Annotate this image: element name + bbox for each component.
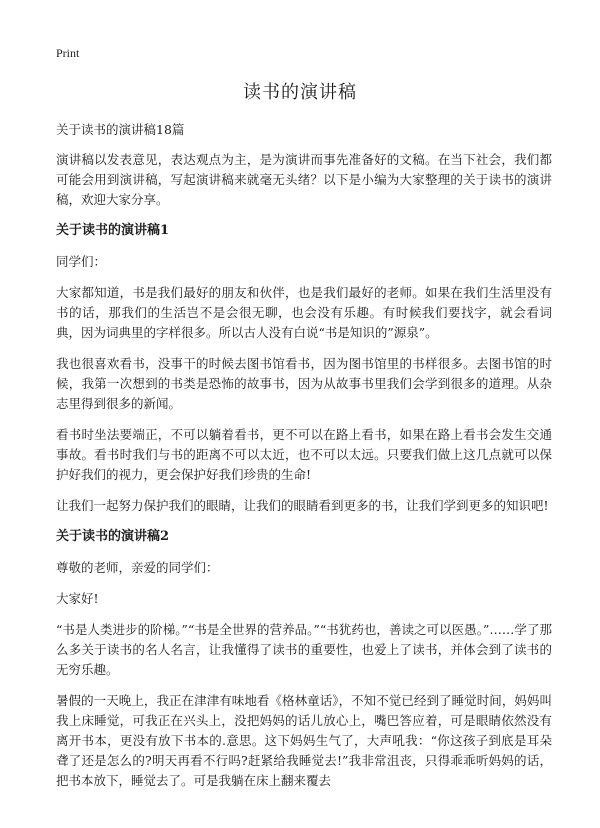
section-paragraph: 暑假的一天晚上，我正在津津有味地看《格林童话》，不知不觉已经到了睡觉时间，妈妈叫我上床睡觉，可我正在兴头上，没把妈妈的话儿放心上，嘴巴答应着，可是眼睛依然没有离开书本，更没有放下书本的.意思。这下妈妈生气了，大声吼我：“你这孩子到底是耳朵聋了还是怎么的?明天再看不行吗?赶紧给我睡觉去!”我非常沮丧，只得乖乖听妈妈的话，把书本放下，睡觉去了。可是我躺在床上翻来覆去	[56, 693, 552, 788]
section-paragraph: 让我们一起努力保护我们的眼睛，让我们的眼睛看到更多的书，让我们学到更多的知识吧!	[56, 498, 549, 513]
section-paragraph: “书是人类进步的阶梯。”“书是全世界的营养品。”“书犹药也，善读之可以医愚。”……学了那么多关于读书的名人名言，让我懂得了读书的重要性，也爱上了读书，并体会到了读书的无穷乐趣。	[56, 622, 552, 677]
document-subtitle: 关于读书的演讲稿18篇	[56, 122, 185, 137]
document-body	[56, 120, 552, 802]
section-paragraph: 同学们：	[56, 254, 107, 269]
section-paragraph: 尊敬的老师，亲爱的同学们：	[56, 560, 219, 575]
print-link[interactable]: Print	[56, 46, 80, 60]
section-heading: 关于读书的演讲稿1	[56, 223, 170, 238]
section-paragraph: 看书时坐法要端正，不可以躺着看书，更不可以在路上看书，如果在路上看书会发生交通事故。看书时我们与书的距离不可以太近，也不可以太远。只要我们做上这几点就可以保护好我们的视力，更会保护好我们珍贵的生命!	[56, 427, 552, 482]
section-paragraph: 大家都知道，书是我们最好的朋友和伙伴，也是我们最好的老师。如果在我们生活里没有书的话，那我们的生活岂不是会很无聊，也会没有乐趣。有时候我们要找字，就会看词典，因为词典里的字样很多。所以古人没有白说“书是知识的”源泉”。	[56, 285, 552, 340]
speech-section-2	[56, 527, 552, 791]
speech-section-1	[56, 221, 552, 516]
section-heading: 关于读书的演讲稿2	[56, 529, 170, 544]
section-paragraph: 大家好!	[56, 591, 99, 606]
section-paragraph: 我也很喜欢看书，没事干的时候去图书馆看书，因为图书馆里的书样很多。去图书馆的时候，我第一次想到的书类是恐怖的故事书，因为从故事书里我们会学到很多的道理。从杂志里得到很多的新闻。	[56, 356, 552, 411]
intro-paragraph: 演讲稿以发表意见，表达观点为主，是为演讲而事先准备好的文稿。在当下社会，我们都可能会用到演讲稿，写起演讲稿来就毫无头绪？以下是小编为大家整理的关于读书的演讲稿，欢迎大家分享。	[56, 152, 552, 207]
document-title: 读书的演讲稿	[243, 82, 357, 103]
